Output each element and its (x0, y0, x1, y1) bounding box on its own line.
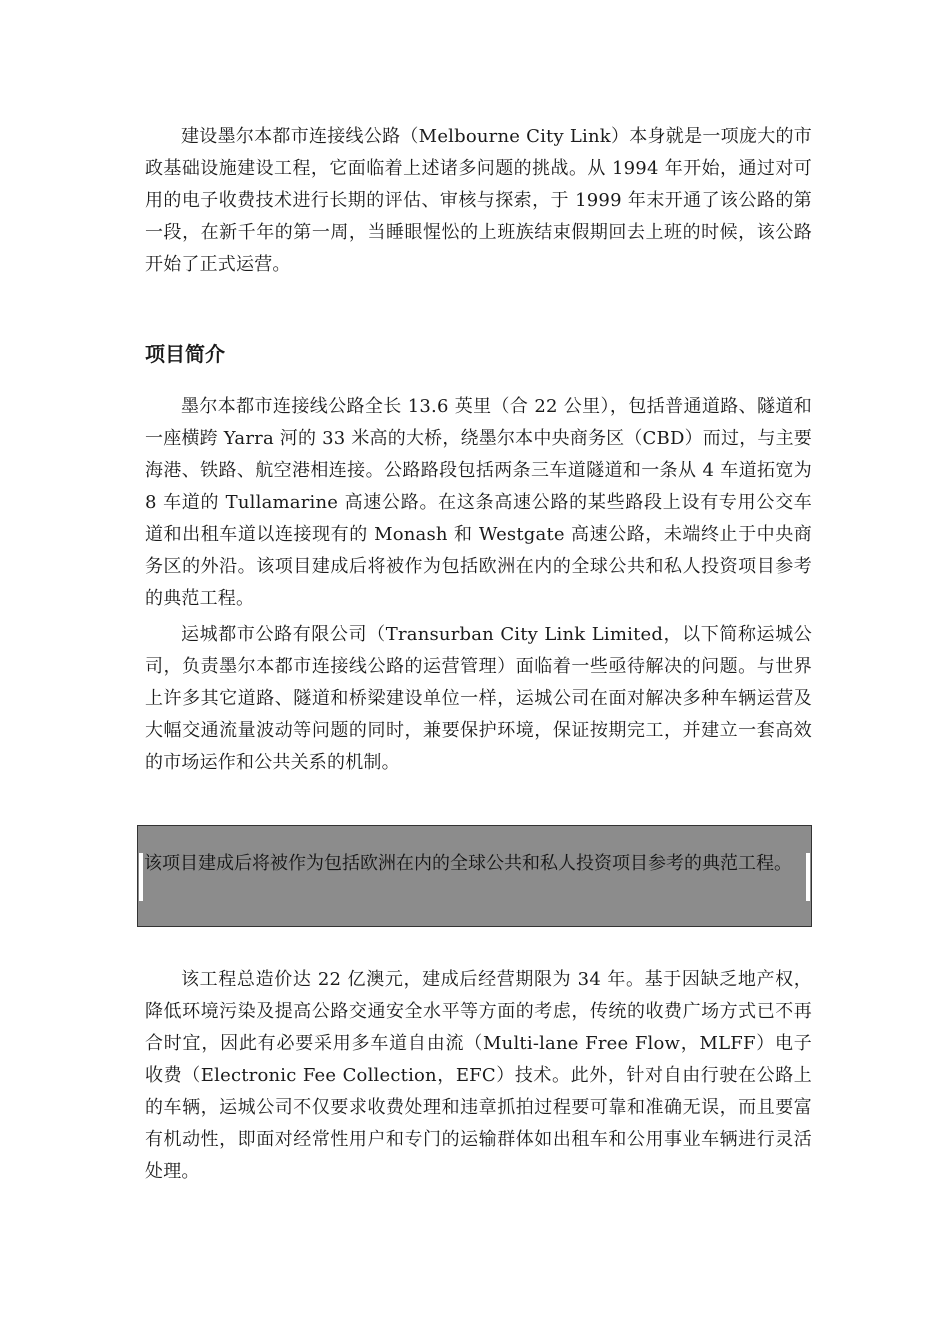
pull-quote-box (137, 825, 812, 927)
callout-left-marker (139, 853, 143, 901)
intro-paragraph: 建设墨尔本都市连接线公路（Melbourne City Link）本身就是一项庞大的市政基础设施建设工程，它面临着上述诸多问题的挑战。从 1994 年开始，通过对可用的电子收费技术进行长期的评估、审核与探索，于 1999 年末开通了该公路的第一段，在新千年的第一周，当睡眼惺忪的上班族结束假期回去上班的时候，该公路开始了正式运营。 (145, 126, 812, 275)
pull-quote-text: 该项目建成后将被作为包括欧洲在内的全球公共和私人投资项目参考的典范工程。 (144, 853, 792, 874)
callout-right-marker (806, 853, 810, 901)
overview-paragraph-2: 运城都市公路有限公司（Transurban City Link Limited，以下简称运城公司，负责墨尔本都市连接线公路的运营管理）面临着一些亟待解决的问题。与世界上许多其它道路、隧道和桥梁建设单位一样，运城公司在面对解决多种车辆运营及大幅交通流量波动等问题的同时，兼要保护环境，保证按期完工，并建立一套高效的市场运作和公共关系的机制。 (145, 624, 812, 773)
overview-paragraph-1: 墨尔本都市连接线公路全长 13.6 英里（合 22 公里），包括普通道路、隧道和一座横跨 Yarra 河的 33 米高的大桥，绕墨尔本中央商务区（CBD）而过，与主要海港、铁路、航空港相连接。公路路段包括两条三车道隧道和一条从 4 车道拓宽为 8 车道的 Tullamarine 高速公路。在这条高速公路的某些路段上设有专用公交车道和出租车道以连接现有的 Monash 和 Westgate 高速公路，未端终止于中央商务区的外沿。该项目建成后将被作为包括欧洲在内的全球公共和私人投资项目参考的典范工程。 (145, 396, 812, 609)
closing-paragraph: 该工程总造价达 22 亿澳元，建成后经营期限为 34 年。基于因缺乏地产权，降低环境污染及提高公路交通安全水平等方面的考虑，传统的收费广场方式已不再合时宜，因此有必要采用多车道自由流（Multi-lane Free Flow，MLFF）电子收费（Electronic Fee Collection，EFC）技术。此外，针对自由行驶在公路上的车辆，运城公司不仅要求收费处理和违章抓拍过程要可靠和准确无误，而且要富有机动性，即面对经常性用户和专门的运输群体如出租车和公用事业车辆进行灵活处理。 (145, 969, 812, 1182)
section-heading: 项目简介 (145, 342, 225, 366)
